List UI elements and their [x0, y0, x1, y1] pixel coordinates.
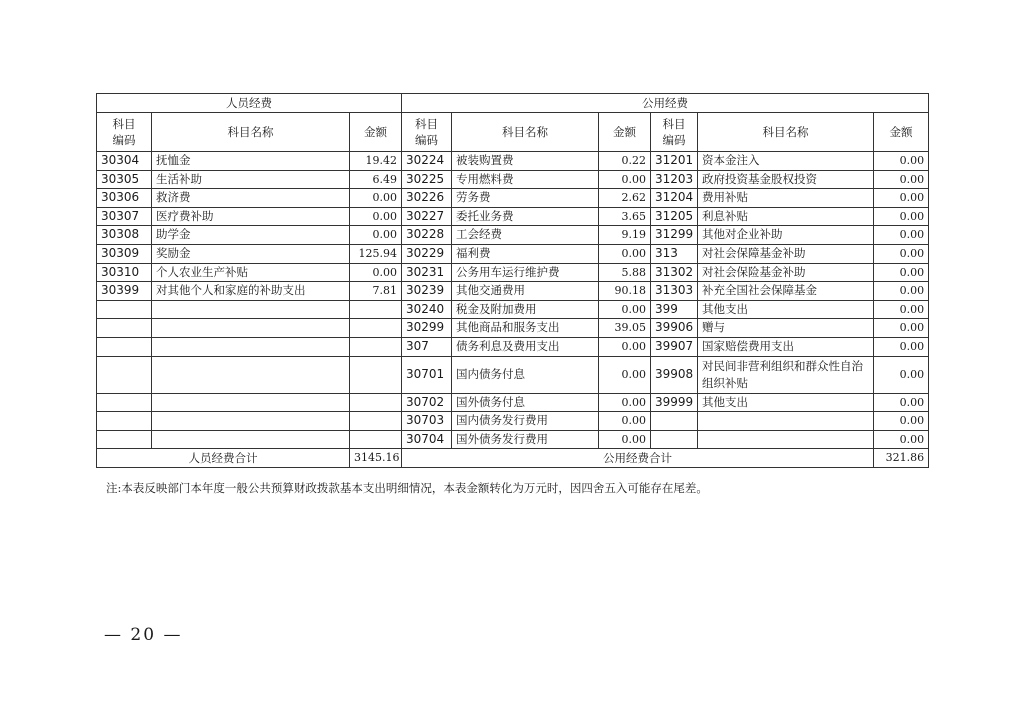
personnel-code-cell: [97, 319, 152, 338]
personnel-amount-cell: 0.00: [350, 189, 402, 208]
public-amount-cell: 3.65: [599, 207, 651, 226]
personnel-code-cell: [97, 412, 152, 431]
public-code-cell: 30701: [402, 356, 452, 393]
personnel-amount-cell: 0.00: [350, 207, 402, 226]
personnel-amount-cell: 0.00: [350, 226, 402, 245]
public-name-cell: 对社会保险基金补助: [698, 263, 874, 282]
personnel-total-value: 3145.16: [350, 449, 402, 468]
public-amount-cell: 0.00: [874, 319, 929, 338]
col-header-code: 科目 编码: [97, 113, 152, 152]
public-amount-cell: 0.00: [874, 207, 929, 226]
public-code-cell: [651, 430, 698, 449]
public-amount-cell: 0.00: [874, 430, 929, 449]
public-code-cell: [651, 412, 698, 431]
public-amount-cell: 0.00: [599, 337, 651, 356]
public-amount-cell: 0.00: [874, 152, 929, 171]
personnel-code-cell: 30304: [97, 152, 152, 171]
table-row: [97, 300, 929, 319]
col-header-code: 科目 编码: [402, 113, 452, 152]
personnel-name-cell: [152, 319, 350, 338]
public-amount-cell: 0.00: [874, 189, 929, 208]
personnel-amount-cell: [350, 337, 402, 356]
public-code-cell: 31205: [651, 207, 698, 226]
public-name-cell: 税金及附加费用: [452, 300, 599, 319]
public-code-cell: 307: [402, 337, 452, 356]
public-name-cell: 其他支出: [698, 300, 874, 319]
public-code-cell: 31203: [651, 170, 698, 189]
personnel-name-cell: 医疗费补助: [152, 207, 350, 226]
personnel-name-cell: [152, 430, 350, 449]
personnel-code-cell: 30305: [97, 170, 152, 189]
col-header-name: 科目名称: [698, 113, 874, 152]
col-header-name: 科目名称: [452, 113, 599, 152]
personnel-code-cell: 30307: [97, 207, 152, 226]
personnel-code-cell: [97, 337, 152, 356]
public-amount-cell: 0.00: [874, 263, 929, 282]
public-name-cell: 其他支出: [698, 393, 874, 412]
public-name-cell: 国外债务发行费用: [452, 430, 599, 449]
personnel-amount-cell: [350, 356, 402, 393]
personnel-name-cell: [152, 412, 350, 431]
personnel-code-cell: 30306: [97, 189, 152, 208]
public-name-cell: 补充全国社会保障基金: [698, 282, 874, 301]
public-code-cell: 31299: [651, 226, 698, 245]
public-amount-cell: 0.00: [599, 244, 651, 263]
personnel-code-cell: 30399: [97, 282, 152, 301]
public-amount-cell: 0.00: [874, 356, 929, 393]
public-amount-cell: 90.18: [599, 282, 651, 301]
personnel-amount-cell: [350, 300, 402, 319]
personnel-name-cell: 助学金: [152, 226, 350, 245]
table-row: [97, 207, 929, 226]
totals-row: [97, 449, 929, 468]
public-code-cell: 39907: [651, 337, 698, 356]
public-code-cell: 30231: [402, 263, 452, 282]
public-amount-cell: 0.00: [599, 170, 651, 189]
public-name-cell: 国内债务付息: [452, 356, 599, 393]
public-amount-cell: 0.00: [599, 300, 651, 319]
personnel-code-cell: [97, 300, 152, 319]
public-name-cell: 工会经费: [452, 226, 599, 245]
public-name-cell: 福利费: [452, 244, 599, 263]
public-code-cell: 399: [651, 300, 698, 319]
public-name-cell: 利息补贴: [698, 207, 874, 226]
public-amount-cell: 2.62: [599, 189, 651, 208]
table-row: [97, 337, 929, 356]
personnel-amount-cell: [350, 319, 402, 338]
personnel-code-cell: 30308: [97, 226, 152, 245]
page-number: — 20 —: [104, 625, 183, 645]
public-name-cell: 其他交通费用: [452, 282, 599, 301]
public-amount-cell: 5.88: [599, 263, 651, 282]
table-row: [97, 393, 929, 412]
public-name-cell: 对社会保障基金补助: [698, 244, 874, 263]
public-amount-cell: 0.00: [874, 412, 929, 431]
personnel-name-cell: 救济费: [152, 189, 350, 208]
public-name-cell: 公务用车运行维护费: [452, 263, 599, 282]
public-amount-cell: 39.05: [599, 319, 651, 338]
public-name-cell: [698, 430, 874, 449]
public-amount-cell: 0.00: [874, 300, 929, 319]
personnel-amount-cell: 7.81: [350, 282, 402, 301]
public-code-cell: 30299: [402, 319, 452, 338]
table-row: [97, 226, 929, 245]
public-total-label: 公用经费合计: [402, 449, 874, 468]
public-code-cell: 31204: [651, 189, 698, 208]
table-row: [97, 412, 929, 431]
section-header-row: [97, 94, 929, 113]
personnel-name-cell: [152, 393, 350, 412]
public-amount-cell: 0.00: [874, 337, 929, 356]
public-name-cell: 费用补贴: [698, 189, 874, 208]
personnel-amount-cell: 6.49: [350, 170, 402, 189]
personnel-code-cell: 30309: [97, 244, 152, 263]
public-amount-cell: 9.19: [599, 226, 651, 245]
col-header-amount: 金额: [350, 113, 402, 152]
public-name-cell: 国内债务发行费用: [452, 412, 599, 431]
public-name-cell: [698, 412, 874, 431]
table-row: [97, 282, 929, 301]
table-row: [97, 170, 929, 189]
table-footnote: 注:本表反映部门本年度一般公共预算财政拨款基本支出明细情况，本表金额转化为万元时，因四舍五入可能存在尾差。: [106, 481, 708, 495]
personnel-code-cell: [97, 356, 152, 393]
personnel-code-cell: 30310: [97, 263, 152, 282]
public-code-cell: 30703: [402, 412, 452, 431]
personnel-name-cell: [152, 337, 350, 356]
personnel-name-cell: 个人农业生产补贴: [152, 263, 350, 282]
public-code-cell: 30224: [402, 152, 452, 171]
public-code-cell: 31302: [651, 263, 698, 282]
public-name-cell: 其他对企业补助: [698, 226, 874, 245]
public-total-value: 321.86: [874, 449, 929, 468]
public-name-cell: 被装购置费: [452, 152, 599, 171]
public-code-cell: 30239: [402, 282, 452, 301]
table-row: [97, 244, 929, 263]
personnel-amount-cell: [350, 412, 402, 431]
personnel-name-cell: [152, 356, 350, 393]
public-code-cell: 30225: [402, 170, 452, 189]
col-header-code: 科目 编码: [651, 113, 698, 152]
table-row: [97, 319, 929, 338]
public-amount-cell: 0.22: [599, 152, 651, 171]
public-name-cell: 专用燃料费: [452, 170, 599, 189]
public-code-cell: 30704: [402, 430, 452, 449]
table-row: [97, 430, 929, 449]
basic-expenditure-table: [96, 93, 929, 468]
personnel-name-cell: 生活补助: [152, 170, 350, 189]
public-code-cell: 30702: [402, 393, 452, 412]
public-name-cell: 对民间非营利组织和群众性自治组织补贴: [698, 356, 874, 393]
public-name-cell: 其他商品和服务支出: [452, 319, 599, 338]
public-code-cell: 313: [651, 244, 698, 263]
personnel-amount-cell: 125.94: [350, 244, 402, 263]
table-row: [97, 189, 929, 208]
public-amount-cell: 0.00: [874, 393, 929, 412]
personnel-amount-cell: 19.42: [350, 152, 402, 171]
column-header-row: [97, 113, 929, 152]
personnel-name-cell: 抚恤金: [152, 152, 350, 171]
personnel-amount-cell: [350, 393, 402, 412]
col-header-name: 科目名称: [152, 113, 350, 152]
public-code-cell: 39908: [651, 356, 698, 393]
public-name-cell: 资本金注入: [698, 152, 874, 171]
public-amount-cell: 0.00: [599, 430, 651, 449]
public-section-title: 公用经费: [402, 94, 929, 113]
public-code-cell: 30228: [402, 226, 452, 245]
col-header-amount: 金额: [874, 113, 929, 152]
public-name-cell: 债务利息及费用支出: [452, 337, 599, 356]
public-name-cell: 委托业务费: [452, 207, 599, 226]
public-amount-cell: 0.00: [874, 282, 929, 301]
public-name-cell: 赠与: [698, 319, 874, 338]
personnel-total-label: 人员经费合计: [97, 449, 350, 468]
public-code-cell: 31303: [651, 282, 698, 301]
public-code-cell: 39906: [651, 319, 698, 338]
public-amount-cell: 0.00: [874, 226, 929, 245]
table-row: [97, 152, 929, 171]
public-code-cell: 30227: [402, 207, 452, 226]
public-code-cell: 30240: [402, 300, 452, 319]
public-code-cell: 31201: [651, 152, 698, 171]
col-header-amount: 金额: [599, 113, 651, 152]
public-amount-cell: 0.00: [874, 244, 929, 263]
personnel-name-cell: 奖励金: [152, 244, 350, 263]
table-row: [97, 356, 929, 393]
personnel-name-cell: [152, 300, 350, 319]
public-amount-cell: 0.00: [599, 356, 651, 393]
personnel-section-title: 人员经费: [97, 94, 402, 113]
public-name-cell: 国外债务付息: [452, 393, 599, 412]
personnel-amount-cell: 0.00: [350, 263, 402, 282]
public-name-cell: 政府投资基金股权投资: [698, 170, 874, 189]
public-code-cell: 39999: [651, 393, 698, 412]
personnel-code-cell: [97, 430, 152, 449]
public-code-cell: 30229: [402, 244, 452, 263]
public-code-cell: 30226: [402, 189, 452, 208]
public-name-cell: 国家赔偿费用支出: [698, 337, 874, 356]
public-amount-cell: 0.00: [874, 170, 929, 189]
personnel-code-cell: [97, 393, 152, 412]
table-row: [97, 263, 929, 282]
public-amount-cell: 0.00: [599, 393, 651, 412]
personnel-name-cell: 对其他个人和家庭的补助支出: [152, 282, 350, 301]
public-amount-cell: 0.00: [599, 412, 651, 431]
public-name-cell: 劳务费: [452, 189, 599, 208]
personnel-amount-cell: [350, 430, 402, 449]
